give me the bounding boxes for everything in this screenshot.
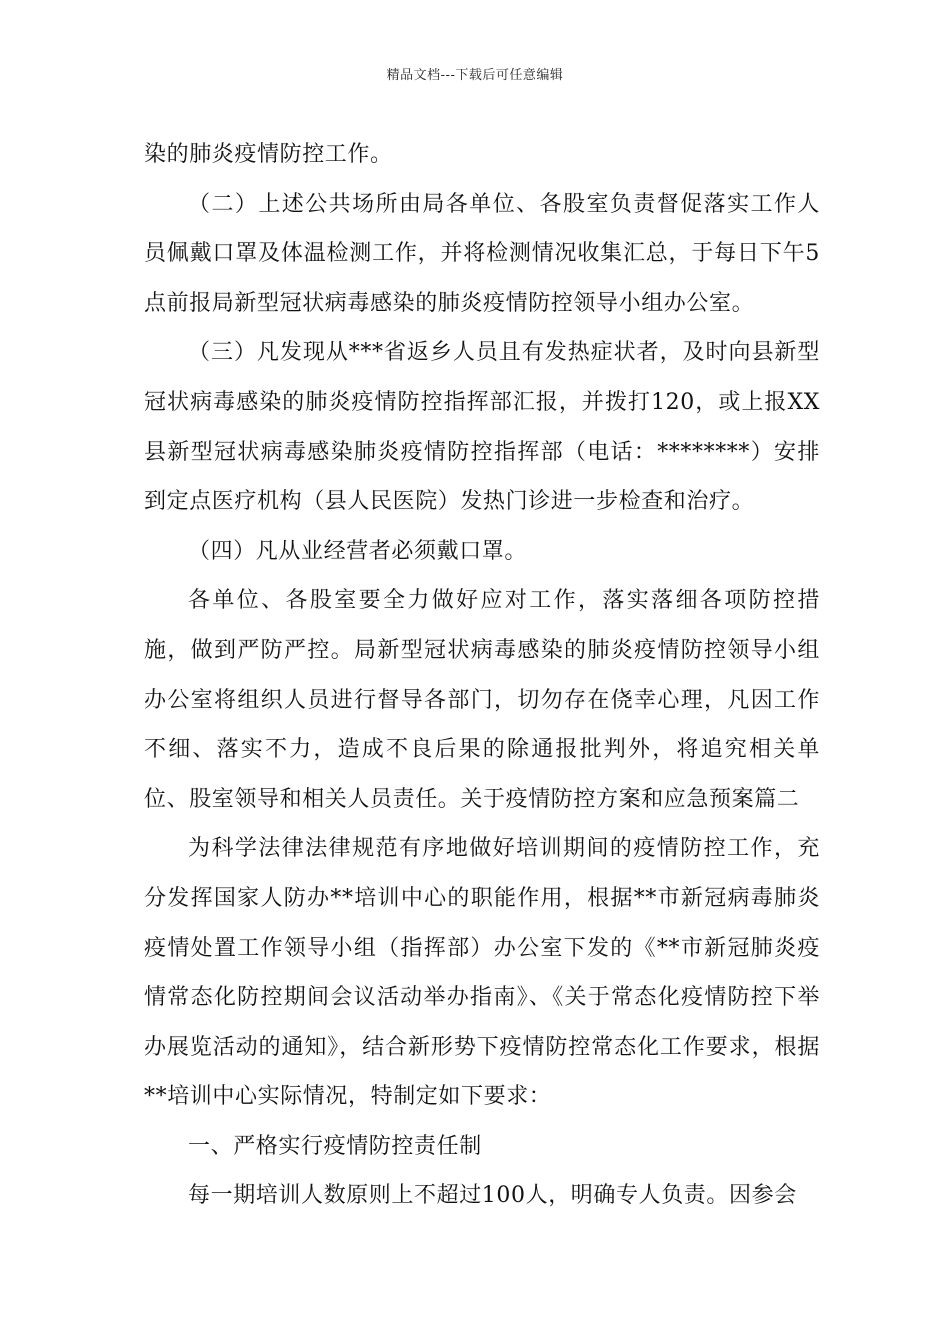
document-body [144, 130, 820, 1221]
paragraph: 染的肺炎疫情防控工作。 [144, 142, 393, 167]
paragraph: 各单位、各股室要全力做好应对工作，落实落细各项防控措施，做到严防严控。局新型冠状病毒感染的肺炎疫情防控领导小组办公室将组织人员进行督导各部门，切勿存在侥幸心理，凡因工作不细、落实不力，造成不良后果的除通报批判外，将追究相关单位、股室领导和相关人员责任。关于疫情防控方案和应急预案篇二 [144, 588, 820, 812]
paragraph: 每一期培训人数原则上不超过100人，明确专人负责。因参会 [188, 1183, 797, 1209]
paragraph: （二）上述公共场所由局各单位、各股室负责督促落实工作人员佩戴口罩及体温检测工作，并将检测情况收集汇总，于每日下午5点前报局新型冠状病毒感染的肺炎疫情防控领导小组办公室。 [144, 191, 820, 316]
paragraph: （三）凡发现从***省返乡人员且有发热症状者，及时向县新型冠状病毒感染的肺炎疫情防控指挥部汇报，并拨打120，或上报XX县新型冠状病毒感染肺炎疫情防控指挥部（电话：********）安排到定点医疗机构（县人民医院）发热门诊进一步检查和治疗。 [144, 340, 820, 515]
paragraph: 为科学法律法律规范有序地做好培训期间的疫情防控工作，充分发挥国家人防办**培训中心的职能作用，根据**市新冠病毒肺炎疫情处置工作领导小组（指挥部）办公室下发的《**市新冠肺炎疫情常态化防控期间会议活动举办指南》、《关于常态化疫情防控下举办展览活动的通知》，结合新形势下疫情防控常态化工作要求，根据**培训中心实际情况，特制定如下要求： [144, 836, 820, 1110]
section-heading: 一、严格实行疫情防控责任制 [188, 1133, 482, 1159]
page-header: 精品文档---下载后可任意编辑 [386, 68, 564, 83]
paragraph: （四）凡从业经营者必须戴口罩。 [188, 538, 528, 564]
